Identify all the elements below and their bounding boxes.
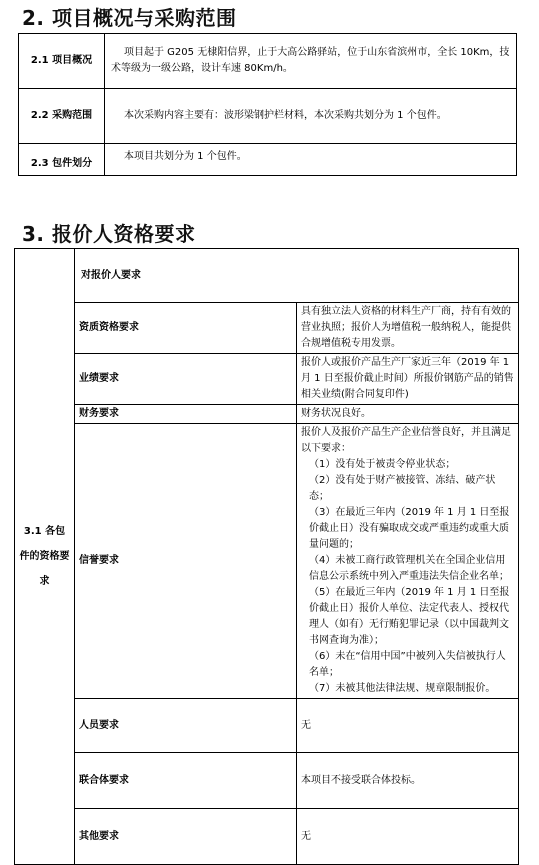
table-row: [15, 249, 519, 303]
row-value-personnel: 无: [297, 699, 519, 753]
table-row: [19, 34, 517, 89]
table-head-bidder-requirements: 对报价人要求: [75, 249, 519, 303]
row-label-finance: 财务要求: [75, 405, 297, 424]
credit-item-7: （7）未被其他法律法规、规章限制报价。: [309, 683, 496, 694]
table-row: [15, 424, 519, 699]
row-label-qualification: 资质资格要求: [75, 303, 297, 354]
table-row: [15, 354, 519, 405]
table-row: [15, 303, 519, 354]
table-row: [15, 699, 519, 753]
credit-item-4: （4）未被工商行政管理机关在全国企业信用信息公示系统中列入严重违法失信企业名单；: [309, 555, 509, 582]
row-value-other: 无: [297, 809, 519, 865]
qualification-table: [14, 248, 519, 865]
table-row: [19, 89, 517, 144]
table-row: [15, 753, 519, 809]
credit-item-3: （3）在最近三年内（2019 年 1 月 1 日至报价截止日）没有骗取成交或严重违约或重大质量问题的；: [309, 507, 510, 550]
row-label-package-division: 2.3 包件划分: [19, 144, 105, 176]
row-value-performance: 报价人或报价产品生产厂家近三年（2019 年 1 月 1 日至报价截止时间）所报价钢筋产品的销售相关业绩(附合同复印件): [297, 354, 519, 405]
row-value-procurement-scope: 本次采购内容主要有：波形梁钢护栏材料，本次采购共划分为 1 个包件。: [105, 89, 517, 144]
row-value-credit: [297, 424, 519, 699]
table-row: [15, 809, 519, 865]
row-value-finance: 财务状况良好。: [297, 405, 519, 424]
credit-item-1: （1）没有处于被责令停业状态；: [309, 459, 456, 470]
credit-item-6: （6）未在“信用中国”中被列入失信被执行人名单；: [309, 651, 506, 678]
section-3-heading: 3. 报价人资格要求: [22, 222, 196, 246]
row-label-performance: 业绩要求: [75, 354, 297, 405]
credit-intro: 报价人及报价产品生产企业信誉良好，并且满足以下要求：: [301, 427, 511, 454]
row-label-project-overview: 2.1 项目概况: [19, 34, 105, 89]
row-label-consortium: 联合体要求: [75, 753, 297, 809]
row-label-credit: 信誉要求: [75, 424, 297, 699]
row-label-procurement-scope: 2.2 采购范围: [19, 89, 105, 144]
section-2-heading: 2. 项目概况与采购范围: [22, 6, 237, 30]
row-label-personnel: 人员要求: [75, 699, 297, 753]
credit-item-5: （5）在最近三年内（2019 年 1 月 1 日至报价截止日）报价人单位、法定代表人、授权代理人（如有）无行贿犯罪记录（以中国裁判文书网查询为准）；: [309, 587, 510, 646]
row-value-project-overview: 项目起于 G205 无棣阳信界，止于大高公路驿站，位于山东省滨州市，全长 10Km，技术等级为一级公路，设计车速 80Km/h。: [105, 34, 517, 89]
credit-item-2: （2）没有处于财产被接管、冻结、破产状态；: [309, 475, 496, 502]
side-label-qualification: 3.1 各包件的资格要求: [15, 249, 75, 865]
row-label-other: 其他要求: [75, 809, 297, 865]
row-value-qualification: 具有独立法人资格的材料生产厂商，持有有效的营业执照；报价人为增值税一般纳税人，能提供合规增值税专用发票。: [297, 303, 519, 354]
table-row: [15, 405, 519, 424]
table-row: [19, 144, 517, 176]
project-overview-table: [18, 33, 517, 176]
row-value-package-division: 本项目共划分为 1 个包件。: [105, 144, 517, 176]
row-value-consortium: 本项目不接受联合体投标。: [297, 753, 519, 809]
